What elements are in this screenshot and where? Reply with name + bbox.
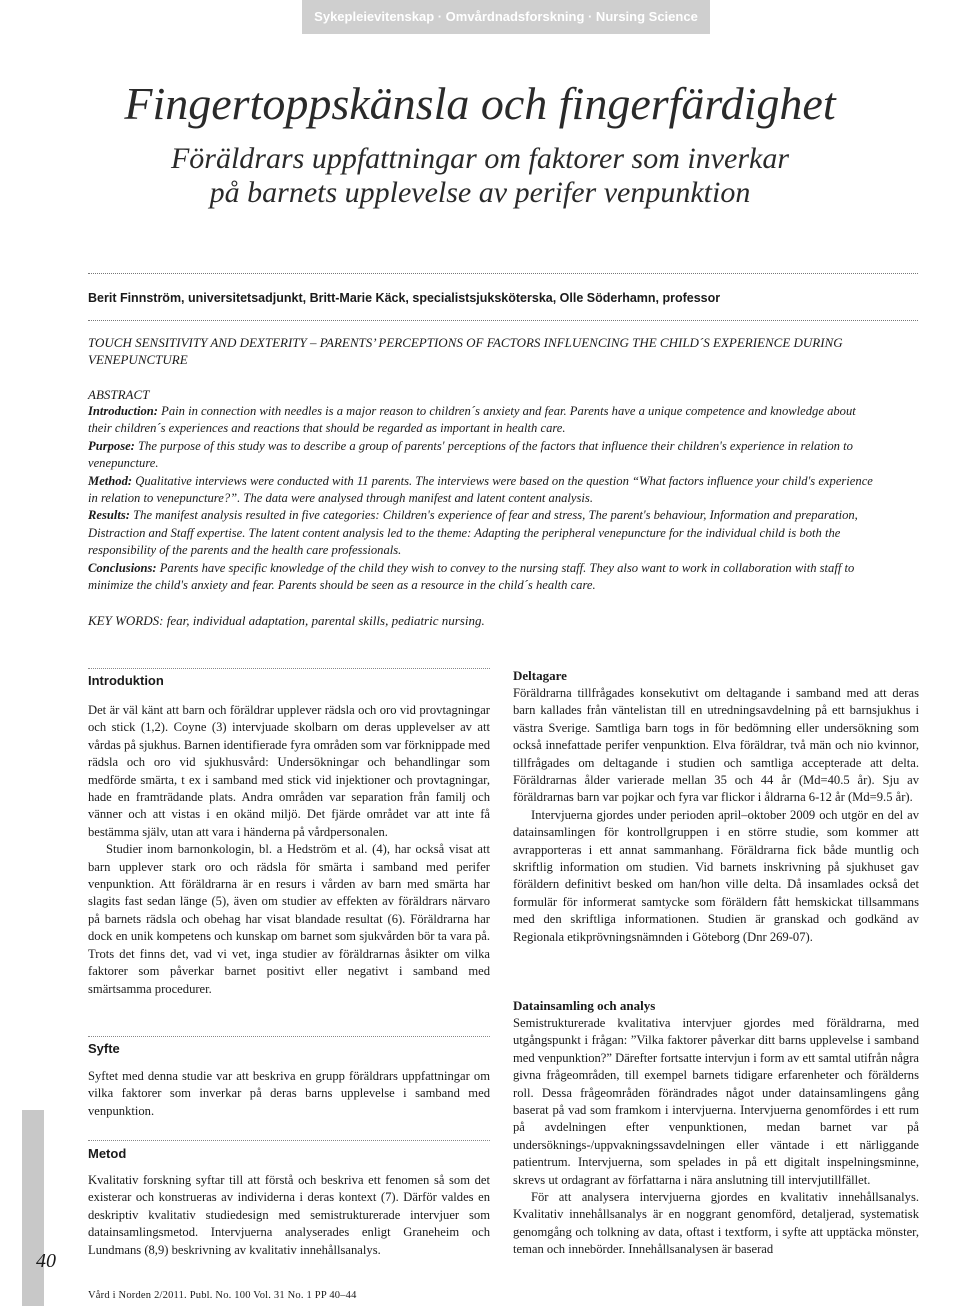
data-paragraph-2: För att analysera intervjuerna gjordes en kvalitativ innehållsanalys. Kvalitativ innehållsanalys är en noggrant genomförd, detaljerad, systematisk genomgång och tolkning av data, oftast i textform, i syfte att upptäcka mönster, teman och innebörder. Innehållsanalysen är baserad	[513, 1190, 919, 1257]
abstract-purpose-text: The purpose of this study was to describe a group of parents' perceptions of the factors that influence their children's experience in relation to venepuncture.	[88, 438, 853, 471]
abstract-conclusions-label: Conclusions:	[88, 560, 157, 575]
abstract-intro-text: Pain in connection with needles is a major reason to children´s anxiety and fear. Parents have a unique competence and knowledge about their children´s experiences and reactions that should be regarded as important in health care.	[88, 404, 856, 436]
participants-heading: Deltagare	[513, 668, 567, 683]
aim-heading: Syfte	[88, 1041, 120, 1056]
journal-section-banner	[302, 0, 710, 34]
keywords: KEY WORDS: fear, individual adaptation, parental skills, pediatric nursing.	[88, 613, 485, 628]
abstract-heading: ABSTRACT	[88, 387, 150, 402]
article-title: Fingertoppskänsla och fingerfärdighet	[124, 78, 836, 129]
page-number: 40	[36, 1250, 56, 1272]
intro-paragraph-2: Studier inom barnonkologin, bl. a Hedström et al. (4), har också visat att barn upplever stark oro och rädsla för smärta i samband med perifer venpunktion. Att föräldrarna är en resurs i vården av barn med smärta har slagits fast sedan länge (5), även om studier av effekten av föräldrars närvaro på barnets rädsla och obehag har visat blandade resultat (6). Föräldrarna har dock en unik kompetens och kunskap om barnet som sjukvården bör ta vara på. Trots det finns det, vad vi vet, inga studier av föräldrarnas åsikter om vilka faktorer som påverkar barnet positivt eller negativt i samband med smärtsamma procedurer.	[88, 842, 490, 996]
intro-paragraph-1: Det är väl känt att barn och föräldrar upplever rädsla och oro vid provtagningar och stick (1,2). Coyne (3) intervjuade skolbarn om deras upplevelser av att vårdas på sjukhus. Barnen identifierade fyra områden som var förknippade med rädsla och oro vid sjukhusvård: Undersökningar och behandlingar som medförde smärta, t ex i samband med stick vid injektioner och provtagningar, hade en framträdande plats. Andra områden var separation från familj och vänner och att vistas i en okänd miljö. Det fjärde området var att inte få bestämma själv, utan att vara i händerna på vårdpersonalen.	[88, 703, 490, 839]
aim-paragraph: Syftet med denna studie var att beskriva en grupp föräldrars uppfattningar om vilka faktorer som inverkar på deras barns upplevelse i samband med venpunktion.	[88, 1069, 490, 1118]
page-edge-tab	[22, 1110, 44, 1306]
article-subtitle-line1: Föräldrars uppfattningar om faktorer som inverkar	[170, 142, 790, 175]
article-subtitle-line2: på barnets upplevelse av perifer venpunktion	[209, 176, 751, 209]
divider	[88, 320, 918, 321]
method-heading: Metod	[88, 1146, 127, 1161]
abstract-purpose-label: Purpose:	[88, 438, 135, 453]
section-rule	[88, 1140, 490, 1141]
abstract-method-label: Method:	[88, 473, 133, 488]
section-rule	[88, 668, 490, 669]
intro-heading: Introduktion	[88, 673, 164, 688]
english-title: TOUCH SENSITIVITY AND DEXTERITY – PARENTS’ PERCEPTIONS OF FACTORS INFLUENCING THE CHILD´S EXPERIENCE DURING VENEPUNCTURE	[88, 335, 843, 367]
divider	[88, 273, 918, 274]
abstract-intro-label: Introduction:	[88, 404, 158, 418]
method-section	[88, 1172, 490, 1259]
journal-sections: Sykepleievitenskap · Omvårdnadsforskning · Nursing Science	[314, 9, 698, 24]
journal-citation-footer: Vård i Norden 2/2011. Publ. No. 100 Vol. 31 No. 1 PP 40–44	[88, 1290, 357, 1301]
section-rule	[88, 1036, 490, 1037]
abstract-method-text: Qualitative interviews were conducted with 11 parents. The interviews were based on the question “What factors influence your child's experience in relation to venepuncture?”. The data were analysed through manifest and latent content analysis.	[88, 473, 873, 506]
intro-section	[88, 702, 490, 998]
aim-section	[88, 1068, 490, 1120]
abstract-results-text: The manifest analysis resulted in five categories: Children's experience of fear and stress, The parent's behaviour, Information and preparation, Distraction and Staff expertise. The latent content analysis led to the theme: Adapting the peripheral venepuncture for the individual child is both the responsibility of the parents and the health care professionals.	[88, 508, 858, 558]
data-collection-section	[513, 1015, 919, 1259]
author-list: Berit Finnström, universitetsadjunkt, Britt-Marie Käck, specialistsjuksköterska, Olle Söderhamn, professor	[88, 291, 721, 305]
data-paragraph-1: Semistrukturerade kvalitativa intervjuer gjordes med föräldrarna, med utgångspunkt i frågan: ”Vilka faktorer påverkar ditt barns upplevelse i samband med venpunktion?” Därefter fortsatte intervjun i form av ett samtal utifrån några givna frågeområden, till exempel barnets tidigare erfarenheter och förälderns roll. Dessa frågeområden förändrades något under datainsamlingens gång baserat på vad som framkom i intervjuerna. Intervjuerna genomfördes i ett rum på avdelningen efter venpunktionen, medan barnet var på undersöknings-/uppvakningssavdelningen eller väntade i ett närliggande patientrum. Intervjuerna, som spelades in på ett digitalt inspelningsminne, skrevs ut ordagrant av författarna i nära anslutning till intervjutillfället.	[513, 1016, 919, 1187]
participants-section	[513, 685, 919, 946]
method-paragraph: Kvalitativ forskning syftar till att förstå och beskriva ett fenomen så som det existerar och konstrueras av individerna i deras kontext (7). Därför valdes en deskriptiv kvalitativ studiedesign med semistrukturerade intervjuer som datainsamlingsmetod. Intervjuerna analyserades enligt Graneheim och Lundmans (8,9) beskrivning av kvalitativ innehållsanalys.	[88, 1173, 490, 1257]
abstract-conclusions-text: Parents have specific knowledge of the child they wish to convey to the nursing staff. They also want to work in collaboration with staff to minimize the child's anxiety and fear. Parents should be seen as a resource in the child´s health care.	[88, 560, 855, 593]
participants-paragraph-2: Intervjuerna gjordes under perioden april–oktober 2009 och utgör en del av datainsamlingen för kontrollgruppen i en större studie, som kommer att avrapporteras i ett annat sammanhang. Föräldrarna fick både muntlig och skriftlig information om studien. Vid barnets inskrivning på sjukhuset gav föräldern definitivt besked om han/hon ville delta. Då insamlades också det formulär för informerat samtycke som föräldern fått hemskickat tillsammans med den skriftliga informationen. Studien är granskad och godkänd av Regionala etikprövningsnämnden i Göteborg (Dnr 269-07).	[513, 807, 919, 944]
data-collection-heading: Datainsamling och analys	[513, 998, 656, 1013]
abstract-results-label: Results:	[88, 508, 130, 523]
abstract-body	[88, 403, 878, 594]
participants-paragraph-1: Föräldrarna tillfrågades konsekutivt om deltagande i samband med att deras barn kallades från väntelistan till en utredningsavdelning på ett barnsjukhus i västra Sverige. Samtliga barn togs in för bedömning eller undersökning som också innefattade perifer venpunktion. Elva föräldrar, två män och nio kvinnor, tillfrågades om deltagande i studien och samtliga accepterade att delta. Föräldrarnas ålder varierade mellan 35 och 44 år (Md=40.5 år). Sju av föräldrarnas barn var pojkar och fyra var flickor i åldrarna 6-12 år (Md=9.5 år).	[513, 686, 919, 805]
